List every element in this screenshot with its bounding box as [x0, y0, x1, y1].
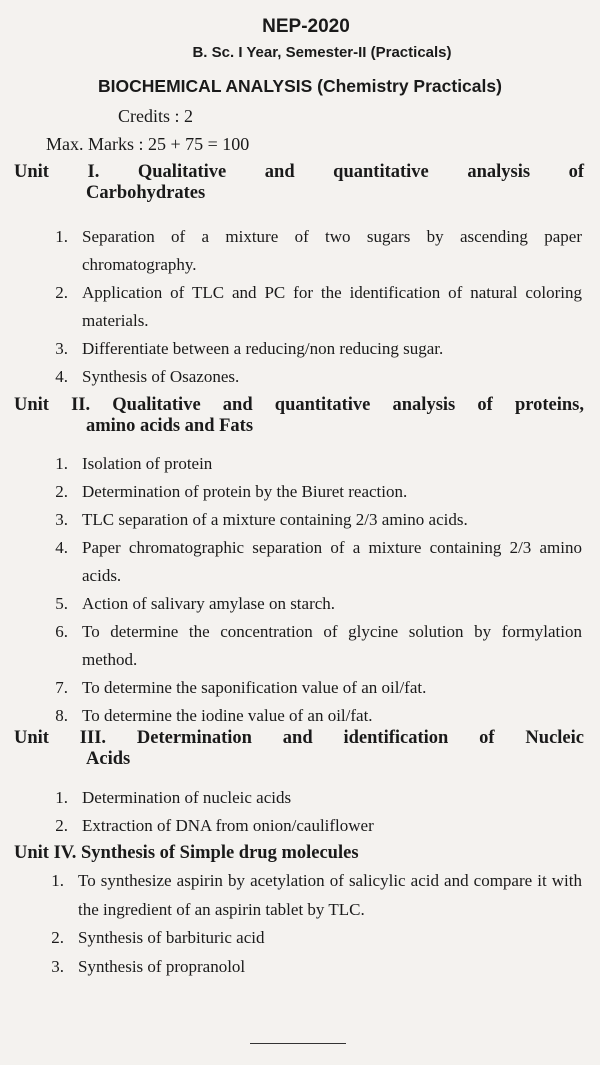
list-item	[32, 674, 600, 702]
list-item	[28, 867, 600, 924]
list-item	[32, 590, 600, 618]
item-number: 3.	[51, 956, 64, 976]
unit-1-list	[32, 223, 600, 391]
item-number: 6.	[55, 622, 68, 641]
list-item	[32, 534, 600, 590]
item-text: Isolation of protein	[82, 454, 213, 473]
item-number: 2.	[55, 283, 68, 302]
item-text: Application of TLC and PC for the identification of natural coloring materials.	[82, 283, 582, 330]
list-item	[32, 223, 600, 279]
item-number: 4.	[55, 538, 68, 557]
item-number: 3.	[55, 339, 68, 358]
unit-2-list	[32, 450, 600, 730]
item-text: Paper chromatographic separation of a mixture containing 2/3 amino acids.	[82, 538, 582, 585]
unit-heading-line: Unit III. Determination and identification of Nucleic	[14, 728, 584, 748]
item-number: 1.	[55, 227, 68, 246]
item-text: Synthesis of propranolol	[78, 956, 246, 976]
item-text: Extraction of DNA from onion/cauliflower	[82, 816, 374, 835]
unit-heading-subject: Carbohydrates	[86, 183, 206, 203]
unit-4-list	[28, 867, 600, 981]
item-text: Synthesis of barbituric acid	[78, 928, 265, 947]
item-text: Determination of protein by the Biuret reaction.	[82, 482, 408, 501]
list-item	[32, 450, 600, 478]
list-item	[32, 784, 600, 812]
item-text: To synthesize aspirin by acetylation of salicylic acid and compare it with the ingredient of an aspirin tablet by TLC.	[78, 871, 582, 919]
item-text: Differentiate between a reducing/non reducing sugar.	[82, 339, 444, 358]
unit-heading-line: Unit IV. Synthesis of Simple drug molecules	[14, 843, 359, 863]
item-text: Synthesis of Osazones.	[82, 367, 240, 386]
item-text: To determine the iodine value of an oil/fat.	[82, 706, 373, 725]
list-item	[32, 363, 600, 391]
item-text: TLC separation of a mixture containing 2/3 amino acids.	[82, 510, 468, 529]
unit-2-heading	[14, 395, 584, 437]
item-number: 1.	[51, 871, 64, 890]
item-text: Action of salivary amylase on starch.	[82, 594, 336, 613]
list-item	[32, 279, 600, 335]
end-divider	[250, 1043, 346, 1044]
list-item	[32, 812, 600, 840]
list-item	[32, 506, 600, 534]
unit-3-list	[32, 784, 600, 840]
item-number: 5.	[55, 594, 68, 613]
item-number: 7.	[55, 678, 68, 697]
item-text: To determine the concentration of glycine solution by formylation method.	[82, 622, 582, 669]
item-text: To determine the saponification value of an oil/fat.	[82, 678, 427, 697]
item-text: Determination of nucleic acids	[82, 788, 292, 807]
unit-heading-line: Unit II. Qualitative and quantitative analysis of proteins,	[14, 395, 584, 415]
item-number: 3.	[55, 510, 68, 529]
nep-heading: NEP-2020	[262, 16, 350, 37]
item-number: 1.	[55, 454, 68, 473]
unit-1-heading	[14, 162, 584, 204]
credits-text: Credits : 2	[118, 106, 193, 126]
list-item	[32, 618, 600, 674]
unit-heading-line: Unit I. Qualitative and quantitative analysis of	[14, 162, 584, 182]
item-number: 1.	[55, 788, 68, 807]
item-number: 2.	[55, 482, 68, 501]
unit-4-heading	[14, 843, 584, 864]
list-item	[32, 702, 600, 730]
max-marks-text: Max. Marks : 25 + 75 = 100	[46, 134, 250, 154]
item-number: 2.	[51, 928, 64, 947]
item-number: 8.	[55, 706, 68, 725]
unit-heading-subject: Acids	[86, 749, 131, 769]
list-item	[28, 953, 600, 982]
item-text: Separation of a mixture of two sugars by ascending paper chromatography.	[82, 227, 582, 274]
item-number: 4.	[55, 367, 68, 386]
unit-3-heading	[14, 728, 584, 770]
list-item	[32, 335, 600, 363]
list-item	[28, 924, 600, 953]
course-title: BIOCHEMICAL ANALYSIS (Chemistry Practicals)	[98, 76, 502, 96]
list-item	[32, 478, 600, 506]
item-number: 2.	[55, 816, 68, 835]
unit-heading-subject: amino acids and Fats	[86, 416, 254, 436]
course-year-heading: B. Sc. I Year, Semester-II (Practicals)	[192, 44, 452, 61]
